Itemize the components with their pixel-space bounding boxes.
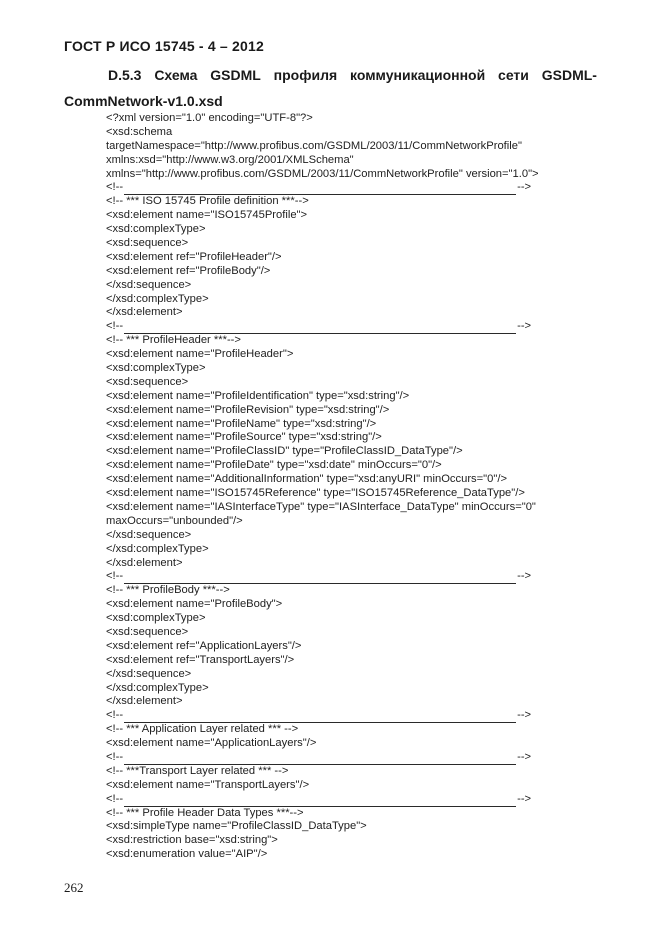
code-line: </xsd:complexType> (106, 542, 209, 555)
code-line: <xsd:element name="ProfileRevision" type="xsd:string"/> (106, 403, 390, 416)
code-line: <xsd:element ref="ProfileHeader"/> (106, 250, 282, 263)
code-line: xmlns="http://www.profibus.com/GSDML/2003/11/CommNetworkProfile" version="1.0"> (106, 167, 539, 180)
code-line: <xsd:element ref="ApplicationLayers"/> (106, 639, 302, 652)
comment-separator-line (106, 751, 596, 765)
separator-rule (124, 184, 516, 195)
code-line: <xsd:element name="ProfileHeader"> (106, 348, 294, 361)
code-line: </xsd:element> (106, 556, 183, 569)
comment-close: --> (517, 570, 532, 583)
code-line: maxOccurs="unbounded"/> (106, 514, 243, 527)
code-line: <xsd:sequence> (106, 237, 189, 250)
code-line: targetNamespace="http://www.profibus.com/GSDML/2003/11/CommNetworkProfile" (106, 139, 522, 152)
separator-rule (124, 712, 516, 723)
comment-close: --> (517, 181, 532, 194)
section-title-word: коммуникационной (350, 67, 486, 83)
comment-close: --> (517, 792, 532, 805)
code-line: <xsd:element name="IASInterfaceType" type="IASInterface_DataType" minOccurs="0" (106, 500, 536, 513)
page-number: 262 (64, 880, 84, 895)
comment-open: <!-- (106, 709, 124, 722)
comment-close: --> (517, 320, 532, 333)
comment-close: --> (517, 750, 532, 763)
code-line: <xsd:element name="ProfileIdentification" type="xsd:string"/> (106, 389, 410, 402)
section-heading-line-2: CommNetwork-v1.0.xsd (64, 93, 223, 109)
comment-separator-line (106, 793, 596, 807)
comment-separator-line (106, 320, 596, 334)
code-line: <xsd:element ref="TransportLayers"/> (106, 653, 295, 666)
code-line: <!-- *** ISO 15745 Profile definition ***--> (106, 195, 309, 208)
code-line: <!-- *** Application Layer related *** --> (106, 723, 299, 736)
separator-rule (124, 796, 516, 807)
code-line: <xsd:element name="ProfileClassID" type="ProfileClassID_DataType"/> (106, 445, 463, 458)
code-line: <xsd:element name="ISO15745Reference" type="ISO15745Reference_DataType"/> (106, 487, 525, 500)
code-line: <!-- *** ProfileBody ***--> (106, 584, 230, 597)
comment-open: <!-- (106, 792, 124, 805)
separator-rule (124, 754, 516, 765)
document-header: ГОСТ Р ИСО 15745 - 4 – 2012 (64, 38, 264, 54)
section-title-word: сети (498, 67, 529, 83)
code-line: </xsd:sequence> (106, 278, 192, 291)
xsd-code-listing (106, 112, 596, 862)
code-line: <xsd:sequence> (106, 625, 189, 638)
code-line: <?xml version="1.0" encoding="UTF-8"?> (106, 112, 313, 124)
code-line: <xsd:element name="TransportLayers"/> (106, 778, 310, 791)
code-line: <xsd:simpleType name="ProfileClassID_DataType"> (106, 820, 367, 833)
code-line: <xsd:element name="AdditionalInformation" type="xsd:anyURI" minOccurs="0"/> (106, 473, 507, 486)
comment-separator-line (106, 181, 596, 195)
separator-rule (124, 573, 516, 584)
section-title-word: GSDML (210, 67, 261, 83)
comment-open: <!-- (106, 320, 124, 333)
comment-close: --> (517, 709, 532, 722)
code-line: <xsd:element name="ISO15745Profile"> (106, 209, 308, 222)
section-title-word: профиля (273, 67, 338, 83)
section-title-word: GSDML- (541, 67, 597, 83)
code-line: </xsd:complexType> (106, 292, 209, 305)
code-line: </xsd:element> (106, 695, 183, 708)
code-line: <xsd:enumeration value="AIP"/> (106, 848, 268, 861)
comment-separator-line (106, 570, 596, 584)
code-line: </xsd:element> (106, 306, 183, 319)
comment-open: <!-- (106, 750, 124, 763)
code-line: <xsd:element ref="ProfileBody"/> (106, 264, 271, 277)
code-line: <xsd:element name="ApplicationLayers"/> (106, 737, 317, 750)
section-title-word: Схема (154, 67, 198, 83)
code-line: <xsd:schema (106, 125, 173, 138)
section-number: D.5.3 (108, 67, 142, 83)
code-line: <xsd:sequence> (106, 375, 189, 388)
code-line: </xsd:complexType> (106, 681, 209, 694)
section-heading (64, 62, 597, 114)
code-line: <!-- ***Transport Layer related *** --> (106, 764, 289, 777)
code-line: <xsd:element name="ProfileSource" type="xsd:string"/> (106, 431, 382, 444)
code-line: <xsd:complexType> (106, 362, 206, 375)
code-line: <xsd:restriction base="xsd:string"> (106, 834, 278, 847)
code-line: <!-- *** Profile Header Data Types ***--> (106, 806, 304, 819)
code-line: <!-- *** ProfileHeader ***--> (106, 334, 241, 347)
code-line: <xsd:element name="ProfileName" type="xsd:string"/> (106, 417, 377, 430)
code-line: xmlns:xsd="http://www.w3.org/2001/XMLSchema" (106, 153, 354, 166)
code-line: <xsd:complexType> (106, 612, 206, 625)
code-line: <xsd:complexType> (106, 223, 206, 236)
separator-rule (124, 323, 516, 334)
section-heading-line-1 (64, 62, 597, 88)
code-line: </xsd:sequence> (106, 528, 192, 541)
code-line: <xsd:element name="ProfileDate" type="xsd:date" minOccurs="0"/> (106, 459, 442, 472)
comment-open: <!-- (106, 570, 124, 583)
comment-open: <!-- (106, 181, 124, 194)
code-line: <xsd:element name="ProfileBody"> (106, 598, 283, 611)
code-line: </xsd:sequence> (106, 667, 192, 680)
comment-separator-line (106, 709, 596, 723)
